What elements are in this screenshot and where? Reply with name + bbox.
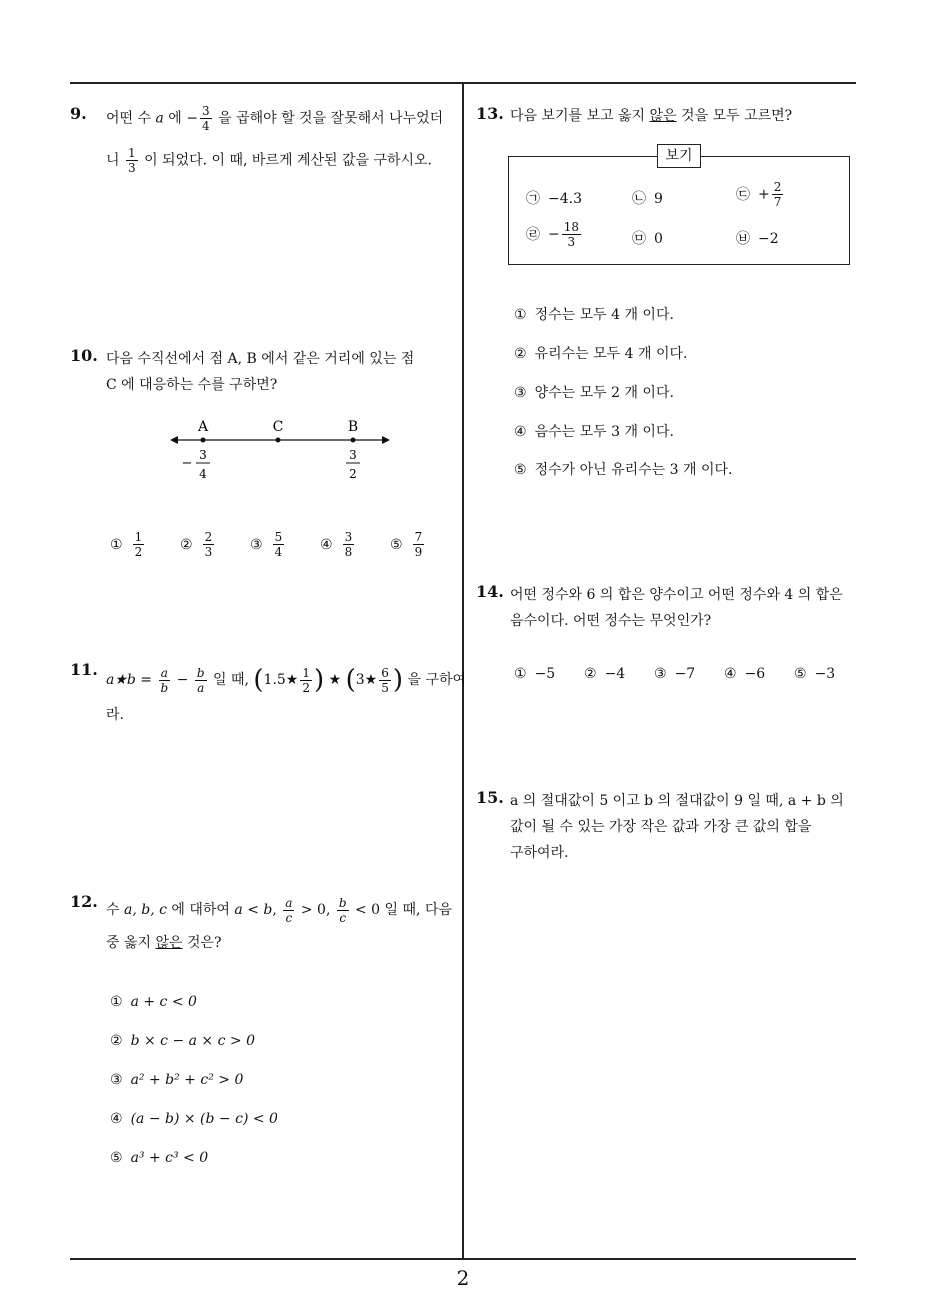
text-segment: > 0, [296, 902, 335, 918]
point-c-marker [276, 438, 281, 443]
text-segment: 을 구하여 [403, 672, 467, 688]
choice-mark: ③ [250, 536, 263, 553]
question-text: 어떤 정수와 6 의 합은 양수이고 어떤 정수와 4 의 합은 [510, 587, 843, 603]
right-paren: ) [314, 665, 325, 695]
item-mark: ㉥ [736, 231, 750, 247]
choice-text: −3 [814, 666, 836, 682]
choice-mark: ④ [724, 666, 737, 682]
choice-mark: ② [584, 666, 597, 682]
text-segment: 일 때, 다음 [380, 902, 452, 918]
tick-b-den: 2 [349, 467, 357, 481]
number-line [160, 412, 400, 492]
denominator: 3 [204, 545, 213, 559]
item-value: 9 [654, 191, 663, 207]
denominator: 5 [381, 680, 389, 695]
choice-mark: ③ [110, 1072, 123, 1088]
choice-2[interactable] [110, 1033, 255, 1049]
right-paren: ) [392, 665, 404, 695]
numerator: 7 [414, 530, 423, 544]
question-text [106, 894, 458, 926]
numerator: 2 [773, 180, 782, 194]
choice-mark: ③ [654, 666, 667, 682]
numerator: 1 [134, 530, 143, 544]
choice-mark: ② [110, 1033, 123, 1049]
question-number: 11. [70, 660, 98, 679]
numerator: 6 [381, 665, 389, 680]
choice-4[interactable] [320, 530, 356, 559]
example-item-d [736, 180, 785, 209]
denominator: c [339, 910, 347, 925]
choice-mark: ③ [514, 385, 527, 401]
question-text [106, 662, 467, 698]
choice-text: −6 [744, 666, 766, 682]
choice-mark: ① [110, 994, 123, 1010]
choice-1[interactable] [514, 304, 674, 324]
choice-2[interactable] [180, 530, 216, 559]
choice-mark: ⑤ [110, 1150, 123, 1166]
point-c-label: C [272, 419, 284, 435]
question-text-line2: 값이 될 수 있는 가장 작은 값과 가장 큰 값의 합을 [510, 819, 812, 835]
question-text-line2 [106, 932, 222, 952]
text-segment: 중 옳지 [106, 935, 156, 951]
choice-text: b × c − a × c > 0 [130, 1033, 255, 1049]
text-segment: 니 [106, 152, 124, 169]
choice-text: 양수는 모두 2 개 이다. [534, 385, 674, 401]
numerator: 2 [204, 530, 213, 544]
choice-mark: ④ [110, 1111, 123, 1127]
choice-2[interactable] [584, 666, 625, 682]
fraction [126, 146, 138, 175]
text-segment: 이 되었다. 이 때, 바르게 계산된 값을 구하시오. [139, 152, 433, 169]
question-number: 12. [70, 892, 98, 911]
denominator: 2 [302, 680, 310, 695]
example-item-b [736, 228, 779, 248]
question-number: 10. [70, 346, 98, 365]
operation-definition: a★b [106, 672, 136, 688]
fraction [203, 530, 215, 559]
question-number: 13. [476, 104, 504, 123]
tick-b-num: 3 [349, 448, 357, 462]
example-item-m [632, 228, 663, 248]
choice-1[interactable] [514, 666, 555, 682]
fraction [300, 666, 312, 695]
choice-4[interactable] [514, 421, 674, 441]
denominator: 2 [134, 545, 143, 559]
item-mark: ㉡ [632, 191, 646, 207]
choice-1[interactable] [110, 994, 197, 1010]
question-number: 15. [476, 788, 504, 807]
choice-1[interactable] [110, 530, 146, 559]
numerator: 1 [127, 146, 136, 160]
choice-mark: ② [180, 536, 193, 553]
numerator: 5 [274, 530, 283, 544]
denominator: 4 [202, 119, 210, 133]
point-a-marker [201, 438, 206, 443]
denominator: 7 [773, 195, 782, 209]
choice-text: 음수는 모두 3 개 이다. [534, 424, 674, 440]
choice-text: 유리수는 모두 4 개 이다. [534, 346, 688, 362]
text-segment: = [135, 672, 157, 688]
item-mark: ㉢ [736, 186, 750, 203]
choice-3[interactable] [514, 382, 674, 402]
text-segment: 것은? [182, 935, 222, 951]
text-segment: 에 − [163, 110, 198, 127]
choice-mark: ⑤ [390, 536, 403, 553]
choice-text: −4 [604, 666, 626, 682]
left-paren: ( [253, 665, 264, 695]
choice-5[interactable] [794, 666, 835, 682]
fraction [200, 104, 212, 133]
example-item-g [526, 188, 582, 208]
question-text: a 의 절대값이 5 이고 b 의 절대값이 9 일 때, a + b 의 [510, 793, 844, 809]
point-a-label: A [197, 419, 209, 435]
numerator: 3 [202, 104, 210, 118]
choice-text: 정수는 모두 4 개 이다. [534, 307, 674, 323]
denominator: 8 [344, 545, 353, 559]
fraction [772, 180, 784, 209]
text-segment: 일 때, [208, 672, 254, 688]
choice-5[interactable] [514, 459, 732, 479]
example-item-n [632, 188, 663, 208]
choice-4[interactable] [110, 1111, 278, 1127]
bottom-rule [70, 1258, 856, 1260]
left-paren: ( [345, 665, 356, 695]
choice-mark: ⑤ [514, 462, 527, 478]
question-text-line2 [106, 146, 458, 175]
point-b-label: B [347, 419, 359, 435]
tick-a-den: 4 [199, 467, 207, 481]
tick-a-sign: − [181, 456, 193, 471]
choice-text: −5 [534, 666, 556, 682]
denominator: 3 [127, 161, 136, 175]
choice-mark: ⑤ [794, 666, 807, 682]
choice-mark: ④ [320, 536, 333, 553]
denominator: 9 [414, 545, 423, 559]
text-segment: 을 곱해야 할 것을 잘못해서 나누었더 [213, 110, 444, 127]
fraction [273, 530, 285, 559]
fraction [195, 666, 207, 695]
question-number: 14. [476, 582, 504, 601]
choice-text: a³ + c³ < 0 [130, 1150, 209, 1166]
choice-5[interactable] [390, 530, 426, 559]
text-segment: 것을 모두 고르면? [676, 108, 793, 124]
item-sign: − [548, 226, 560, 243]
question-text-line2: 음수이다. 어떤 정수는 무엇인가? [510, 613, 712, 629]
underlined-text: 않은 [155, 935, 183, 951]
choice-3[interactable] [654, 666, 695, 682]
item-mark: ㉣ [526, 226, 540, 243]
fraction [562, 220, 581, 249]
denominator: c [285, 910, 293, 925]
fraction [159, 666, 171, 695]
fraction [133, 530, 145, 559]
tick-a-num: 3 [199, 448, 207, 462]
denominator: 4 [274, 545, 283, 559]
choice-text: (a − b) × (b − c) < 0 [130, 1111, 278, 1127]
numerator: b [196, 665, 205, 680]
denominator: a [197, 680, 205, 695]
choice-mark: ① [514, 666, 527, 682]
choice-mark: ① [514, 307, 527, 323]
condition: a < b [234, 902, 273, 918]
choice-mark: ④ [514, 424, 527, 440]
question-text [106, 104, 458, 133]
item-value: −4.3 [548, 191, 582, 207]
choice-3[interactable] [110, 1072, 243, 1088]
text-segment: , [272, 902, 282, 918]
choice-text: a² + b² + c² > 0 [130, 1072, 244, 1088]
point-b-marker [351, 438, 356, 443]
text-segment: 에 대하여 [166, 902, 235, 918]
denominator: 3 [567, 235, 576, 249]
question-number: 9. [70, 104, 87, 123]
fraction [283, 896, 294, 925]
item-value: 0 [654, 231, 663, 247]
denominator: b [160, 680, 169, 695]
question-text [510, 104, 792, 128]
text-segment: 3★ [355, 672, 378, 688]
numerator: 18 [563, 220, 580, 234]
variable: a [155, 110, 164, 127]
numerator: 1 [302, 665, 310, 680]
page-number: 2 [456, 1266, 470, 1290]
numerator: b [338, 895, 347, 910]
question-text-line3: 구하여라. [510, 845, 569, 861]
question-text: 다음 수직선에서 점 A, B 에서 같은 거리에 있는 점 [106, 351, 415, 367]
question-text-line2: 라. [106, 707, 124, 723]
example-item-r [526, 220, 583, 249]
choice-text: −7 [674, 666, 696, 682]
fraction [343, 530, 355, 559]
text-segment: 어떤 수 [106, 110, 156, 127]
fraction [413, 530, 425, 559]
column-divider [462, 82, 464, 1259]
choice-4[interactable] [724, 666, 765, 682]
numerator: a [285, 895, 293, 910]
item-value: −2 [758, 231, 779, 247]
text-segment: ★ [324, 672, 346, 688]
choice-text: a + c < 0 [130, 994, 197, 1010]
text-segment: 다음 보기를 보고 옳지 [510, 108, 650, 124]
fraction [337, 896, 349, 925]
underlined-text: 않은 [649, 108, 677, 124]
text-segment: − [172, 672, 193, 688]
choice-mark: ② [514, 346, 527, 362]
item-mark: ㉠ [526, 191, 540, 207]
fraction [379, 666, 391, 695]
item-mark: ㉤ [632, 231, 646, 247]
choice-3[interactable] [250, 530, 286, 559]
example-box-label: 보기 [657, 144, 701, 168]
text-segment: 수 [106, 902, 124, 918]
choice-5[interactable] [110, 1150, 208, 1166]
text-segment: 1.5★ [263, 672, 299, 688]
item-sign: + [758, 186, 770, 203]
variables: a, b, c [123, 902, 167, 918]
choice-text: 정수가 아닌 유리수는 3 개 이다. [534, 462, 733, 478]
question-text-line2: C 에 대응하는 수를 구하면? [106, 377, 278, 393]
numerator: 3 [344, 530, 353, 544]
text-segment: < 0 [350, 902, 381, 918]
choice-mark: ① [110, 536, 123, 553]
choice-2[interactable] [514, 343, 687, 363]
numerator: a [160, 665, 168, 680]
